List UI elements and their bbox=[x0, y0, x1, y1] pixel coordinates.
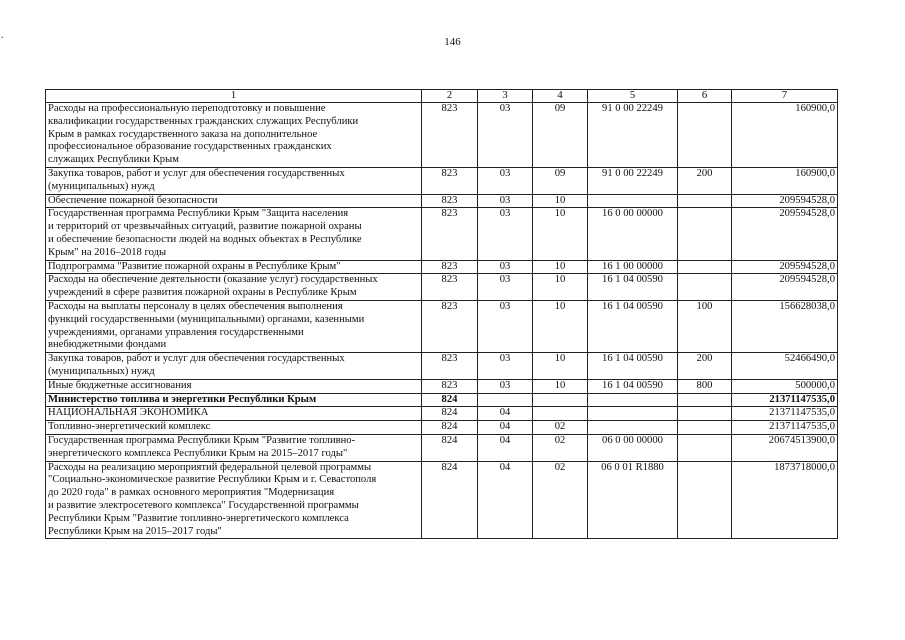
subsection-code-cell: 10 bbox=[533, 194, 588, 208]
target-article-cell: 16 1 04 00590 bbox=[588, 379, 678, 393]
subsection-code-cell: 10 bbox=[533, 274, 588, 301]
expense-type-cell: 200 bbox=[678, 353, 732, 380]
table-row bbox=[46, 103, 838, 168]
target-article-cell bbox=[588, 421, 678, 435]
item-name-cell: Расходы на обеспечение деятельности (оказание услуг) государственных учреждений в сфере развития пожарной охраны в Республике Крым bbox=[46, 274, 422, 301]
expense-type-cell bbox=[678, 274, 732, 301]
edge-mark: . bbox=[1, 30, 4, 41]
item-name-cell: Расходы на реализацию мероприятий федеральной целевой программы "Социально-экономическое развитие Республики Крым и г. Севастополя до 2020 года" в рамках основного мероприятия "Модернизация и развитие электросетевого комплекса" Государственной программы Республики Крым "Развитие топливно-энергетического комплекса Республики Крым на 2015–2017 годы" bbox=[46, 461, 422, 539]
ministry-code-cell: 823 bbox=[422, 208, 478, 260]
expense-type-cell: 800 bbox=[678, 379, 732, 393]
item-name-cell: Закупка товаров, работ и услуг для обеспечения государственных (муниципальных) нужд bbox=[46, 353, 422, 380]
amount-cell: 160900,0 bbox=[732, 167, 838, 194]
amount-cell: 160900,0 bbox=[732, 103, 838, 168]
expense-type-cell bbox=[678, 260, 732, 274]
section-code-cell: 03 bbox=[478, 379, 533, 393]
table-row bbox=[46, 300, 838, 352]
column-header: 4 bbox=[533, 90, 588, 103]
ministry-code-cell: 823 bbox=[422, 260, 478, 274]
section-code-cell: 03 bbox=[478, 194, 533, 208]
subsection-code-cell: 10 bbox=[533, 379, 588, 393]
ministry-code-cell: 824 bbox=[422, 434, 478, 461]
section-code-cell: 03 bbox=[478, 300, 533, 352]
column-header: 3 bbox=[478, 90, 533, 103]
target-article-cell: 16 0 00 00000 bbox=[588, 208, 678, 260]
expense-type-cell bbox=[678, 194, 732, 208]
expense-type-cell bbox=[678, 407, 732, 421]
ministry-code-cell: 824 bbox=[422, 393, 478, 407]
ministry-code-cell: 823 bbox=[422, 103, 478, 168]
subsection-code-cell: 10 bbox=[533, 208, 588, 260]
expense-type-cell: 200 bbox=[678, 167, 732, 194]
table-row bbox=[46, 434, 838, 461]
ministry-code-cell: 823 bbox=[422, 167, 478, 194]
amount-cell: 52466490,0 bbox=[732, 353, 838, 380]
section-code-cell: 04 bbox=[478, 407, 533, 421]
amount-cell: 21371147535,0 bbox=[732, 421, 838, 435]
subsection-code-cell: 10 bbox=[533, 353, 588, 380]
table-row bbox=[46, 393, 838, 407]
item-name-cell: Государственная программа Республики Крым "Развитие топливно- энергетического комплекса Республики Крым на 2015–2017 годы" bbox=[46, 434, 422, 461]
column-header: 5 bbox=[588, 90, 678, 103]
item-name-cell: Расходы на профессиональную переподготовку и повышение квалификации государственных гражданских служащих Республики Крым в рамках государственного заказа на дополнительное профессиональное образование государственных гражданских служащих Республики Крым bbox=[46, 103, 422, 168]
target-article-cell bbox=[588, 393, 678, 407]
section-code-cell bbox=[478, 393, 533, 407]
expense-type-cell bbox=[678, 208, 732, 260]
ministry-code-cell: 823 bbox=[422, 194, 478, 208]
section-code-cell: 03 bbox=[478, 103, 533, 168]
item-name-cell: Государственная программа Республики Крым "Защита населения и территорий от чрезвычайных ситуаций, развитие пожарной охраны и обеспечение безопасности людей на водных объектах в Республике Крым" на 2016–2018 годы bbox=[46, 208, 422, 260]
table-row bbox=[46, 421, 838, 435]
table-row bbox=[46, 407, 838, 421]
subsection-code-cell: 02 bbox=[533, 421, 588, 435]
ministry-code-cell: 824 bbox=[422, 461, 478, 539]
amount-cell: 209594528,0 bbox=[732, 260, 838, 274]
section-code-cell: 04 bbox=[478, 461, 533, 539]
section-code-cell: 04 bbox=[478, 421, 533, 435]
item-name-cell: НАЦИОНАЛЬНАЯ ЭКОНОМИКА bbox=[46, 407, 422, 421]
target-article-cell bbox=[588, 407, 678, 421]
amount-cell: 21371147535,0 bbox=[732, 407, 838, 421]
expense-type-cell bbox=[678, 393, 732, 407]
expense-type-cell bbox=[678, 434, 732, 461]
section-code-cell: 03 bbox=[478, 353, 533, 380]
item-name-cell: Расходы на выплаты персоналу в целях обеспечения выполнения функций государственными (муниципальными) органами, казенными учреждениями, органами управления государственными внебюджетными фондами bbox=[46, 300, 422, 352]
amount-cell: 209594528,0 bbox=[732, 194, 838, 208]
item-name-cell: Подпрограмма "Развитие пожарной охраны в Республике Крым" bbox=[46, 260, 422, 274]
item-name-cell: Закупка товаров, работ и услуг для обеспечения государственных (муниципальных) нужд bbox=[46, 167, 422, 194]
budget-table bbox=[45, 89, 838, 539]
table-row bbox=[46, 353, 838, 380]
table-row bbox=[46, 461, 838, 539]
amount-cell: 500000,0 bbox=[732, 379, 838, 393]
amount-cell: 21371147535,0 bbox=[732, 393, 838, 407]
ministry-code-cell: 823 bbox=[422, 353, 478, 380]
target-article-cell: 16 1 04 00590 bbox=[588, 300, 678, 352]
item-name-cell: Министерство топлива и энергетики Республики Крым bbox=[46, 393, 422, 407]
target-article-cell bbox=[588, 194, 678, 208]
subsection-code-cell: 10 bbox=[533, 260, 588, 274]
item-name-cell: Обеспечение пожарной безопасности bbox=[46, 194, 422, 208]
column-header: 6 bbox=[678, 90, 732, 103]
section-code-cell: 04 bbox=[478, 434, 533, 461]
ministry-code-cell: 823 bbox=[422, 300, 478, 352]
amount-cell: 209594528,0 bbox=[732, 208, 838, 260]
page-number: 146 bbox=[444, 36, 461, 48]
column-header: 2 bbox=[422, 90, 478, 103]
subsection-code-cell: 02 bbox=[533, 434, 588, 461]
amount-cell: 156628038,0 bbox=[732, 300, 838, 352]
subsection-code-cell: 02 bbox=[533, 461, 588, 539]
ministry-code-cell: 824 bbox=[422, 421, 478, 435]
subsection-code-cell bbox=[533, 393, 588, 407]
amount-cell: 209594528,0 bbox=[732, 274, 838, 301]
amount-cell: 20674513900,0 bbox=[732, 434, 838, 461]
header-row bbox=[46, 90, 838, 103]
target-article-cell: 16 1 00 00000 bbox=[588, 260, 678, 274]
ministry-code-cell: 823 bbox=[422, 274, 478, 301]
expense-type-cell bbox=[678, 103, 732, 168]
ministry-code-cell: 823 bbox=[422, 379, 478, 393]
section-code-cell: 03 bbox=[478, 274, 533, 301]
table-row bbox=[46, 208, 838, 260]
table-row bbox=[46, 274, 838, 301]
section-code-cell: 03 bbox=[478, 167, 533, 194]
target-article-cell: 06 0 00 00000 bbox=[588, 434, 678, 461]
subsection-code-cell bbox=[533, 407, 588, 421]
target-article-cell: 91 0 00 22249 bbox=[588, 167, 678, 194]
section-code-cell: 03 bbox=[478, 208, 533, 260]
expense-type-cell bbox=[678, 461, 732, 539]
target-article-cell: 16 1 04 00590 bbox=[588, 274, 678, 301]
expense-type-cell bbox=[678, 421, 732, 435]
target-article-cell: 16 1 04 00590 bbox=[588, 353, 678, 380]
subsection-code-cell: 09 bbox=[533, 103, 588, 168]
table-row bbox=[46, 167, 838, 194]
target-article-cell: 06 0 01 R1880 bbox=[588, 461, 678, 539]
column-header: 1 bbox=[46, 90, 422, 103]
item-name-cell: Иные бюджетные ассигнования bbox=[46, 379, 422, 393]
ministry-code-cell: 824 bbox=[422, 407, 478, 421]
table-row bbox=[46, 260, 838, 274]
section-code-cell: 03 bbox=[478, 260, 533, 274]
table-row bbox=[46, 194, 838, 208]
table-row bbox=[46, 379, 838, 393]
table-body bbox=[46, 103, 838, 539]
target-article-cell: 91 0 00 22249 bbox=[588, 103, 678, 168]
column-header: 7 bbox=[732, 90, 838, 103]
expense-type-cell: 100 bbox=[678, 300, 732, 352]
amount-cell: 1873718000,0 bbox=[732, 461, 838, 539]
subsection-code-cell: 09 bbox=[533, 167, 588, 194]
subsection-code-cell: 10 bbox=[533, 300, 588, 352]
item-name-cell: Топливно-энергетический комплекс bbox=[46, 421, 422, 435]
